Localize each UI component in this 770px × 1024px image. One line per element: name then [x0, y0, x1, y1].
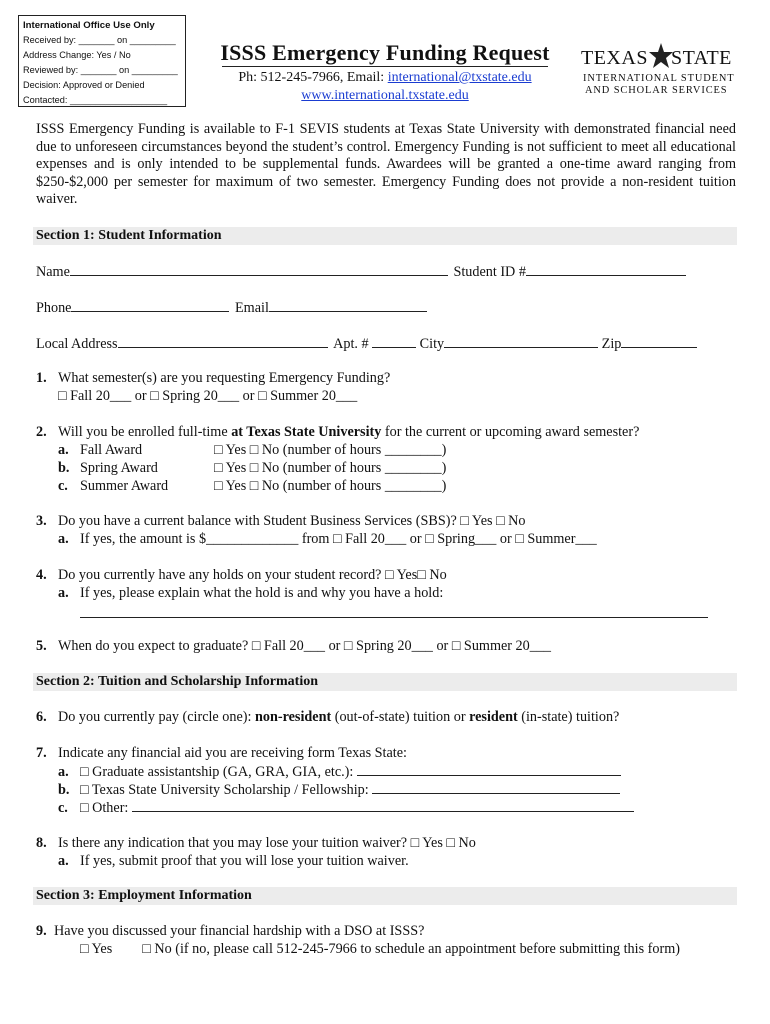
office-use-title: International Office Use Only: [23, 20, 155, 31]
question-4: [36, 566, 447, 584]
q7-ga-field[interactable]: [357, 762, 621, 776]
header-block: [210, 40, 560, 105]
office-reviewed-line: Reviewed by: _______ on _________: [23, 65, 178, 75]
email-link[interactable]: international@txstate.edu: [387, 70, 532, 85]
q4-text[interactable]: Do you currently have any holds on your student record? □ Yes□ No: [58, 567, 447, 583]
logo-texas-text: TEXAS: [581, 47, 648, 69]
q2-number: 2.: [36, 424, 47, 440]
q5-text[interactable]: When do you expect to graduate? □ Fall 20___ or □ Spring 20___ or □ Summer 20___: [58, 638, 552, 654]
q1-options[interactable]: □ Fall 20___ or □ Spring 20___ or □ Summer 20___: [58, 388, 358, 404]
email-field[interactable]: [269, 298, 427, 312]
logo-line-international: INTERNATIONAL STUDENT: [583, 73, 735, 84]
q8-sub-text: If yes, submit proof that you will lose your tuition waiver.: [80, 853, 409, 869]
city-label: City: [419, 336, 445, 352]
q6-number: 6.: [36, 709, 47, 725]
q3-sub: [58, 530, 597, 548]
q3-number: 3.: [36, 513, 47, 529]
q7-row-text[interactable]: □ Texas State University Scholarship / Fellowship:: [80, 782, 373, 798]
q2-row-letter: c.: [58, 478, 68, 494]
q6-option-nonresident[interactable]: non-resident: [254, 709, 332, 725]
office-contacted-line: Contacted: ___________________: [23, 95, 168, 105]
website-line: [210, 87, 560, 105]
q2-text-c: for the current or upcoming award semester?: [381, 424, 640, 440]
logo-line-scholar: AND SCHOLAR SERVICES: [585, 85, 728, 96]
q2-row-summer[interactable]: [58, 477, 446, 495]
q2-text-a: Will you be enrolled full-time: [58, 424, 232, 440]
intro-paragraph: ISSS Emergency Funding is available to F-1 SEVIS students at Texas State University with demonstrated financial need due to unforeseen circumstances beyond the student’s control. Emergency Funding is not sufficient to meet all educational expenses and is only intended to be supplemental funds. Awardees will be granted a one-time award ranging from $250-$2,000 per semester for maximum of two semester. Emergency Funding does not provide a non-resident tuition waiver.: [36, 121, 736, 208]
q2-text-b: at Texas State University: [231, 424, 382, 440]
q6-text-e: (in-state) tuition?: [517, 709, 620, 725]
title-underline: [222, 66, 548, 67]
office-decision-line: Decision: Approved or Denied: [23, 80, 145, 90]
q8-text[interactable]: Is there any indication that you may lose your tuition waiver? □ Yes □ No: [58, 835, 476, 851]
page-title: ISSS Emergency Funding Request: [220, 40, 550, 65]
q9-no-option[interactable]: □ No (if no, please call 512-245-7966 to schedule an appointment before submitting this form): [142, 941, 680, 957]
q4-explain-field[interactable]: [80, 617, 708, 618]
contact-line: [210, 69, 560, 87]
q3-sub-letter: a.: [58, 531, 69, 547]
office-received-line: Received by: _______ on _________: [23, 35, 176, 45]
apt-label: Apt. #: [333, 336, 369, 352]
student-id-field[interactable]: [526, 262, 686, 276]
name-field[interactable]: [70, 262, 448, 276]
address-row: [36, 334, 697, 353]
q2-row-spring[interactable]: [58, 459, 446, 477]
q4-sub-letter: a.: [58, 585, 69, 601]
question-7: [36, 744, 407, 762]
apt-field[interactable]: [372, 334, 416, 348]
q4-number: 4.: [36, 567, 47, 583]
section-3-header: Section 3: Employment Information: [33, 887, 737, 905]
q7-row-text[interactable]: □ Other:: [80, 800, 132, 816]
q2-row-choices[interactable]: □ Yes □ No (number of hours ________): [214, 478, 447, 494]
office-address-change-line: Address Change: Yes / No: [23, 50, 131, 60]
texas-state-logo: [575, 46, 745, 98]
q7-row-other: [58, 798, 634, 817]
name-row: [36, 262, 686, 281]
question-8: [36, 834, 476, 852]
q2-row-label: Spring Award: [80, 460, 158, 476]
phone-field[interactable]: [71, 298, 229, 312]
section-1-header: Section 1: Student Information: [33, 227, 737, 245]
q2-row-fall[interactable]: [58, 441, 446, 459]
q8-number: 8.: [36, 835, 47, 851]
q2-row-letter: b.: [58, 460, 70, 476]
local-address-field[interactable]: [118, 334, 328, 348]
question-6: [36, 708, 619, 726]
q7-row-letter: a.: [58, 764, 69, 780]
q7-row-letter: b.: [58, 782, 70, 798]
question-3: [36, 512, 526, 530]
q9-text: Have you discussed your financial hardship with a DSO at ISSS?: [54, 923, 425, 939]
q7-number: 7.: [36, 745, 47, 761]
q7-row-ga: [58, 762, 621, 781]
question-1: [36, 369, 390, 387]
q7-other-field[interactable]: [132, 798, 634, 812]
q2-row-label: Summer Award: [80, 478, 169, 494]
q9-options: [80, 940, 680, 958]
q1-number: 1.: [36, 370, 47, 386]
city-field[interactable]: [444, 334, 598, 348]
question-9: [36, 922, 424, 940]
q6-text-a: Do you currently pay (circle one):: [58, 709, 255, 725]
q4-sub: [58, 584, 443, 602]
q7-row-scholarship: [58, 780, 620, 799]
phone-email-row: [36, 298, 427, 317]
question-5: [36, 637, 551, 655]
zip-field[interactable]: [621, 334, 697, 348]
phone-label: Ph: 512-245-7966, Email:: [238, 70, 388, 85]
phone-label-field: Phone: [36, 300, 72, 316]
local-address-label: Local Address: [36, 336, 118, 352]
q1-text: What semester(s) are you requesting Emergency Funding?: [58, 370, 391, 386]
q6-text-c: (out-of-state) tuition or: [331, 709, 470, 725]
q2-row-choices[interactable]: □ Yes □ No (number of hours ________): [214, 442, 447, 458]
section-2-header: Section 2: Tuition and Scholarship Information: [33, 673, 737, 691]
q8-sub: [58, 852, 409, 870]
question-2: [36, 423, 639, 441]
q2-row-letter: a.: [58, 442, 69, 458]
q4-sub-text: If yes, please explain what the hold is and why you have a hold:: [80, 585, 444, 601]
q9-yes-option[interactable]: □ Yes: [80, 941, 113, 957]
q6-option-resident[interactable]: resident: [469, 709, 518, 725]
q7-row-text[interactable]: □ Graduate assistantship (GA, GRA, GIA, etc.):: [80, 764, 357, 780]
q8-sub-letter: a.: [58, 853, 69, 869]
zip-label: Zip: [601, 336, 622, 352]
email-label-field: Email: [235, 300, 269, 316]
star-icon: [649, 43, 673, 69]
q7-scholarship-field[interactable]: [372, 780, 620, 794]
office-use-box: [18, 15, 186, 107]
logo-state-text: STATE: [671, 47, 732, 69]
q2-row-label: Fall Award: [80, 442, 143, 458]
q7-text: Indicate any financial aid you are receiving form Texas State:: [58, 745, 407, 761]
q3-text[interactable]: Do you have a current balance with Student Business Services (SBS)? □ Yes □ No: [58, 513, 526, 529]
q7-row-letter: c.: [58, 800, 68, 816]
q9-number: 9.: [36, 923, 47, 939]
q2-row-choices[interactable]: □ Yes □ No (number of hours ________): [214, 460, 447, 476]
q3-sub-text[interactable]: If yes, the amount is $_____________ from □ Fall 20___ or □ Spring___ or □ Summer___: [80, 531, 597, 547]
q5-number: 5.: [36, 638, 47, 654]
website-link[interactable]: www.international.txstate.edu: [301, 88, 469, 103]
name-label: Name: [36, 264, 70, 280]
student-id-label: Student ID #: [453, 264, 526, 280]
